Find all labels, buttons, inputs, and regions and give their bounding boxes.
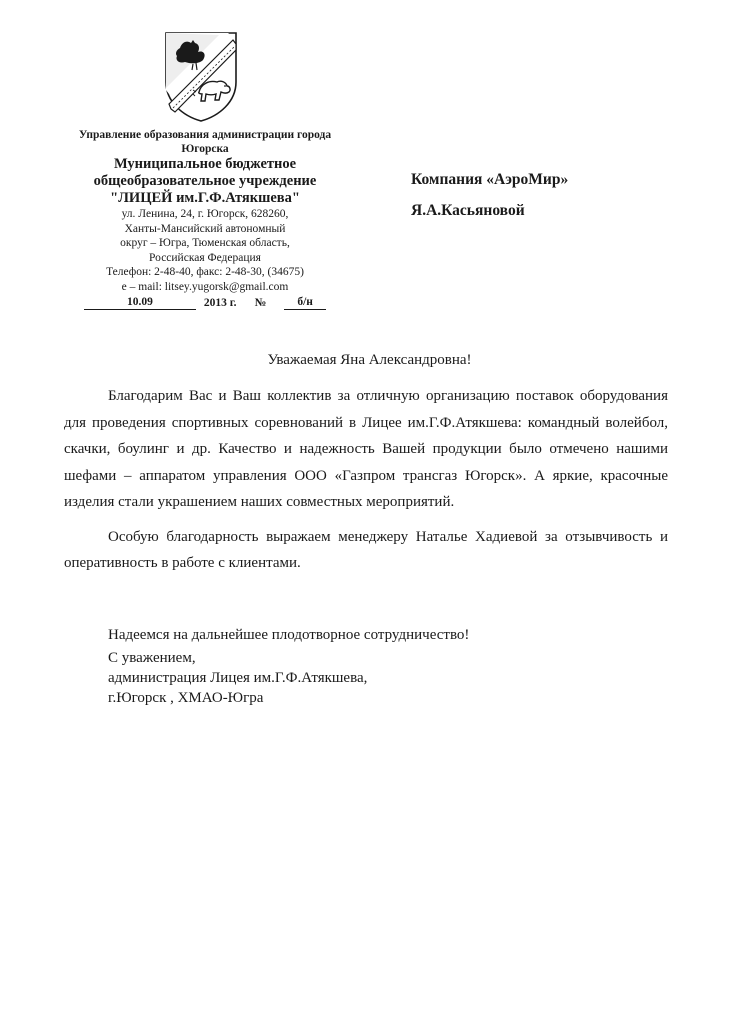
org-name-line-2: общеобразовательное учреждение (93, 173, 317, 189)
coat-of-arms-icon (163, 30, 239, 124)
number-field: б/н (284, 295, 326, 310)
number-label: № (254, 297, 267, 309)
year-label: 2013 г. (203, 297, 237, 309)
date-field: 10.09 (84, 295, 196, 310)
org-name-line-1: Муниципальное бюджетное (113, 156, 297, 172)
signature-line-2: г.Югорск , ХМАО-Югра (108, 690, 264, 706)
recipient-company: Компания «АэроМир» (411, 171, 569, 188)
address-line-4: Российская Федерация (149, 251, 261, 264)
paragraph-1: Благодарим Вас и Ваш коллектив за отличную организацию поставок оборудования для проведения спортивных соревнований в Лицее им.Г.Ф.Атякшева: командный волейбол, скачки, боулинг и др. Качество и надежность Вашей продукции было отмечено нашими шефами – аппаратом управления ООО «Газпром трансгаз Югорск». А яркие, красочные изделия стали украшением наших совместных мероприятий. (64, 388, 668, 510)
address-line-2: Ханты-Мансийский автономный (124, 222, 286, 235)
paragraph-2: Особую благодарность выражаем менеджеру Наталье Хадиевой за отзывчивость и оперативность в работе с клиентами. (64, 528, 668, 571)
org-name-line-3: "ЛИЦЕЙ им.Г.Ф.Атякшева" (110, 190, 300, 206)
address-line-3: округ – Югра, Тюменская область, (120, 237, 290, 249)
regards: С уважением, (108, 650, 196, 666)
phone-fax: Телефон: 2-48-40, факс: 2-48-30, (34675) (106, 266, 304, 278)
registration-line (60, 295, 350, 310)
email: e – mail: litsey.yugorsk@gmail.com (121, 280, 289, 293)
signature-line-1: администрация Лицея им.Г.Ф.Атякшева, (108, 670, 368, 686)
closing-block (108, 622, 469, 708)
letterhead (60, 128, 350, 310)
salutation: Уважаемая Яна Александровна! (267, 352, 472, 368)
signature-block (108, 648, 469, 708)
letter-body (64, 383, 668, 577)
recipient-block (411, 164, 568, 226)
closing-wish: Надеемся на дальнейшее плодотворное сотрудничество! (108, 627, 470, 643)
recipient-person: Я.А.Касьяновой (411, 202, 525, 219)
address-line-1: ул. Ленина, 24, г. Югорск, 628260, (121, 208, 289, 220)
department-name: Управление образования администрации города Югорска (78, 129, 332, 155)
